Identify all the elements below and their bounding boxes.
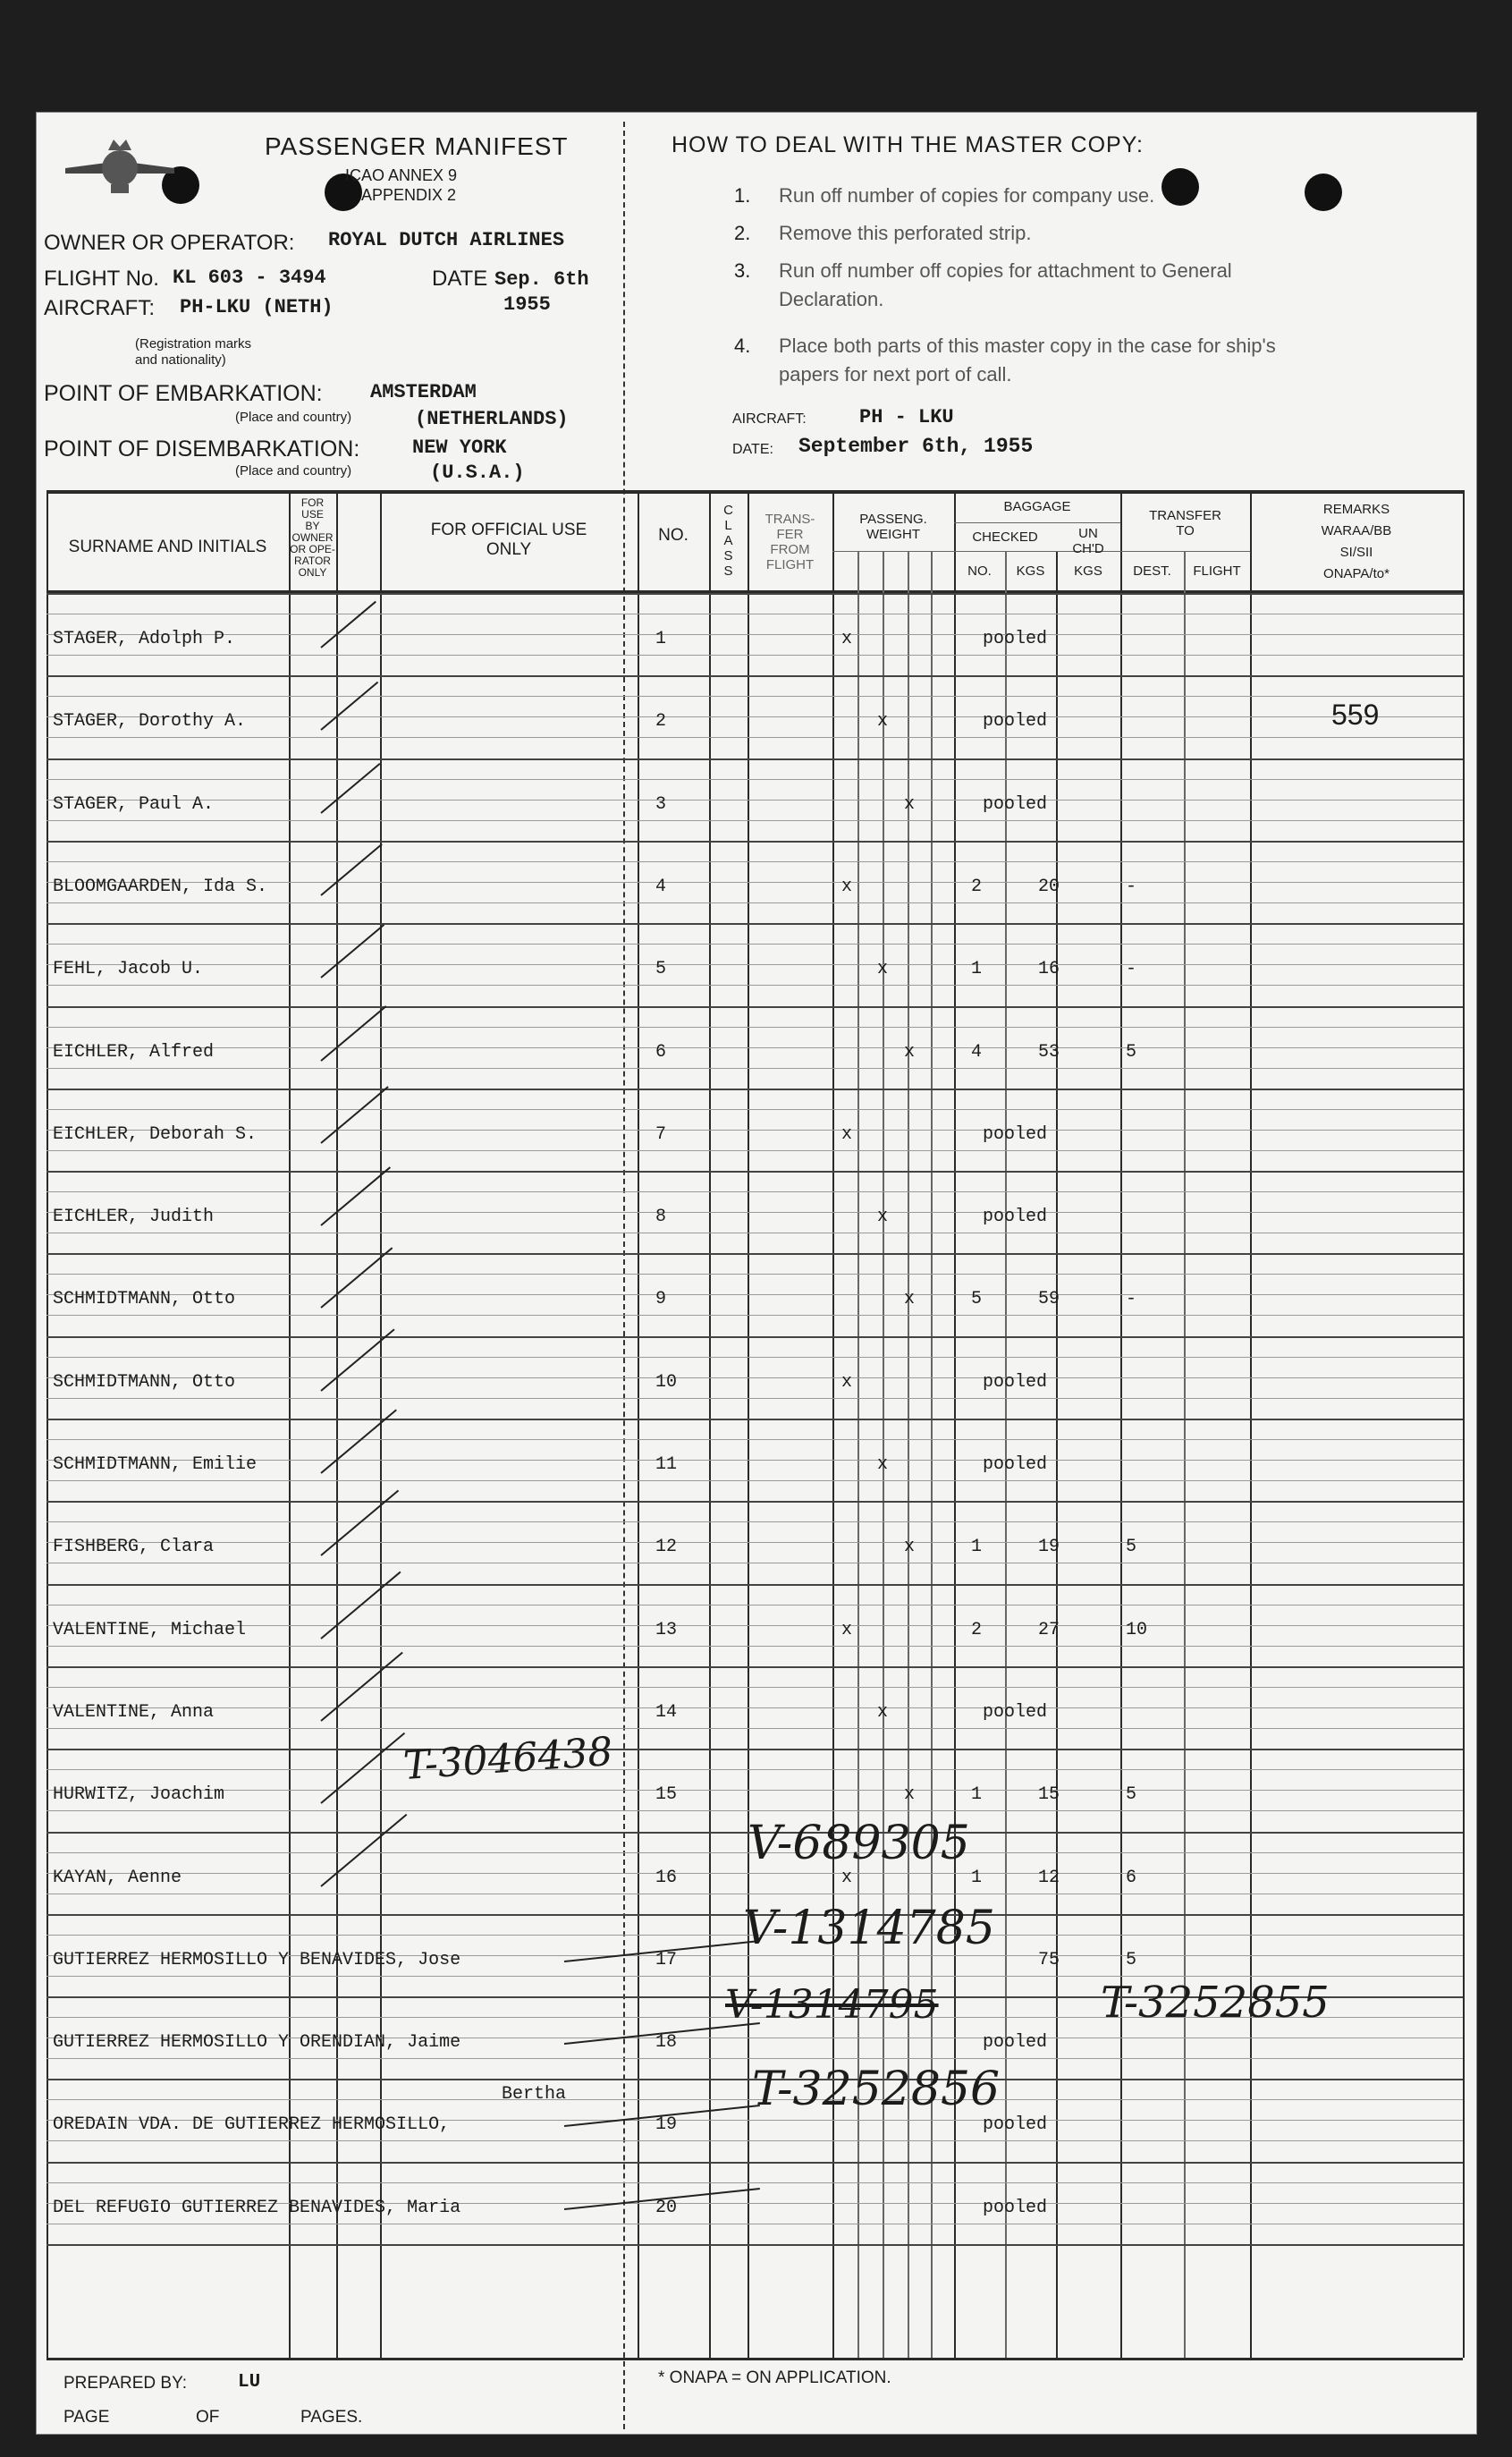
flight-label: FLIGHT No. xyxy=(44,267,159,291)
row-ruling xyxy=(46,861,1463,862)
date-label: DATE xyxy=(432,267,488,291)
passenger-number: 11 xyxy=(655,1454,678,1475)
passenger-name: FEHL, Jacob U. xyxy=(53,959,204,979)
passenger-number: 19 xyxy=(655,2114,678,2135)
instruction-num: 4. xyxy=(734,335,751,357)
punch-hole xyxy=(1161,168,1199,206)
date-value: Sep. 6th xyxy=(494,268,589,291)
row-separator xyxy=(46,675,1463,677)
date-year: 1955 xyxy=(503,293,551,316)
row-ruling xyxy=(46,1687,1463,1688)
manifest-title: PASSENGER MANIFEST xyxy=(265,132,569,160)
row-ruling xyxy=(46,1707,1463,1708)
weight-mark: x xyxy=(904,1784,916,1805)
passenger-number: 7 xyxy=(655,1124,667,1145)
registration-note: (Registration marks xyxy=(135,336,252,352)
passenger-number: 15 xyxy=(655,1784,678,1805)
prepared-value: LU xyxy=(238,2372,261,2393)
row-ruling xyxy=(46,1068,1463,1069)
row-separator xyxy=(46,1253,1463,1255)
row-ruling xyxy=(46,1728,1463,1729)
place-note: (Place and country) xyxy=(235,410,352,425)
baggage-kgs: 20 xyxy=(1038,877,1060,897)
row-ruling xyxy=(46,1027,1463,1028)
row-ruling xyxy=(46,1810,1463,1811)
unchecked-kgs: 5 xyxy=(1126,1950,1137,1970)
passenger-name: EICHLER, Judith xyxy=(53,1207,215,1227)
row-separator xyxy=(46,1419,1463,1420)
aircraft-value: PH-LKU (NETH) xyxy=(180,296,334,318)
row-ruling xyxy=(46,1625,1463,1626)
checkmark-icon xyxy=(320,1005,386,1062)
baggage-pooled: pooled xyxy=(983,1207,1048,1227)
date-label-2: DATE: xyxy=(732,442,773,457)
row-ruling xyxy=(46,1542,1463,1543)
baggage-kgs: 53 xyxy=(1038,1042,1060,1063)
weight-mark: x xyxy=(877,1702,889,1723)
remarks-number-19: T-3252855 xyxy=(1101,1978,1330,2028)
weight-mark: x xyxy=(877,1454,889,1475)
col-unchd: UN CH'D xyxy=(1072,526,1104,556)
icao-annex: ICAO ANNEX 9 xyxy=(345,166,458,184)
passenger-name: STAGER, Adolph P. xyxy=(53,629,236,649)
row-ruling xyxy=(46,820,1463,821)
page-label: PAGE xyxy=(63,2408,110,2427)
passenger-number: 14 xyxy=(655,1702,678,1723)
row-ruling xyxy=(46,1130,1463,1131)
baggage-pooled: pooled xyxy=(983,2114,1048,2135)
checkmark-icon xyxy=(320,1247,393,1308)
row-ruling xyxy=(46,902,1463,903)
row-ruling xyxy=(46,1357,1463,1358)
row-ruling xyxy=(46,985,1463,986)
weight-mark: x xyxy=(904,1537,916,1557)
row-separator xyxy=(46,1584,1463,1586)
checkmark-icon xyxy=(320,1814,407,1887)
weight-mark: x xyxy=(877,1207,889,1227)
col-passeng-weight: PASSENG. WEIGHT xyxy=(859,512,927,542)
weight-mark: x xyxy=(841,1372,853,1393)
passenger-name: GUTIERREZ HERMOSILLO Y ORENDIAN, Jaime xyxy=(53,2032,461,2053)
weight-mark: x xyxy=(904,794,916,815)
passenger-number: 12 xyxy=(655,1537,678,1557)
onapa-note: * ONAPA = ON APPLICATION. xyxy=(658,2368,891,2387)
pages-label: PAGES. xyxy=(300,2408,363,2427)
baggage-pooled: pooled xyxy=(983,794,1048,815)
flight-value: KL 603 - 3494 xyxy=(173,267,326,289)
row-separator xyxy=(46,923,1463,925)
row-ruling xyxy=(46,1646,1463,1647)
col-checked: CHECKED xyxy=(972,530,1038,545)
row-separator xyxy=(46,2244,1463,2246)
owner-value: ROYAL DUTCH AIRLINES xyxy=(328,229,565,251)
row-ruling xyxy=(46,1294,1463,1295)
baggage-count: 5 xyxy=(971,1289,983,1309)
row-ruling xyxy=(46,944,1463,945)
of-label: OF xyxy=(196,2408,220,2427)
baggage-count: 4 xyxy=(971,1042,983,1063)
instruction-text: papers for next port of call. xyxy=(779,363,1012,385)
baggage-pooled: pooled xyxy=(983,711,1048,732)
aircraft-label-2: AIRCRAFT: xyxy=(732,411,807,427)
baggage-kgs: 27 xyxy=(1038,1620,1060,1640)
row-ruling xyxy=(46,2140,1463,2141)
checkmark-icon xyxy=(320,763,380,814)
checkmark-icon xyxy=(320,1490,399,1556)
passenger-number: 3 xyxy=(655,794,667,815)
passenger-number: 20 xyxy=(655,2198,678,2218)
aircraft-label: AIRCRAFT: xyxy=(44,296,156,320)
embarkation-label: POINT OF EMBARKATION: xyxy=(44,381,323,406)
row-ruling xyxy=(46,1212,1463,1213)
unchecked-kgs: - xyxy=(1126,959,1137,979)
passenger-name: EICHLER, Alfred xyxy=(53,1042,215,1063)
instruction-num: 1. xyxy=(734,184,751,207)
row-ruling xyxy=(46,1460,1463,1461)
passenger-name: VALENTINE, Anna xyxy=(53,1702,215,1723)
klm-crown-logo-icon xyxy=(62,132,178,204)
row-ruling xyxy=(46,779,1463,780)
row-ruling xyxy=(46,964,1463,965)
unchecked-kgs: 5 xyxy=(1126,1042,1137,1063)
row-ruling xyxy=(46,655,1463,656)
weight-mark: x xyxy=(904,1042,916,1063)
checkmark-icon xyxy=(320,682,378,731)
official-number-17: V-689305 xyxy=(748,1817,970,1870)
passenger-number: 17 xyxy=(655,1950,678,1970)
col-dest: DEST. xyxy=(1133,563,1171,579)
baggage-kgs: 12 xyxy=(1038,1868,1060,1888)
row-ruling xyxy=(46,2182,1463,2183)
passenger-number: 2 xyxy=(655,711,667,732)
row-ruling xyxy=(46,800,1463,801)
passenger-number: 5 xyxy=(655,959,667,979)
passenger-number: 10 xyxy=(655,1372,678,1393)
row-ruling xyxy=(46,1605,1463,1606)
perforation-line xyxy=(623,122,625,2429)
row-ruling xyxy=(46,1191,1463,1192)
row-ruling xyxy=(46,737,1463,738)
row-ruling xyxy=(46,1109,1463,1110)
row-ruling xyxy=(46,1398,1463,1399)
row-separator xyxy=(46,1089,1463,1090)
unchecked-kgs: - xyxy=(1126,877,1137,897)
col-transfer-from: TRANS- FER FROM FLIGHT xyxy=(764,512,815,572)
row-ruling xyxy=(46,1790,1463,1791)
disembarkation-country: (U.S.A.) xyxy=(430,462,525,484)
passenger-number: 16 xyxy=(655,1868,678,1888)
baggage-count: 1 xyxy=(971,1784,983,1805)
baggage-pooled: pooled xyxy=(983,629,1048,649)
passenger-name: GUTIERREZ HERMOSILLO Y BENAVIDES, Jose xyxy=(53,1950,461,1970)
instruction-num: 2. xyxy=(734,222,751,244)
passenger-name-2: Bertha xyxy=(502,2084,567,2105)
unchecked-kgs: 5 xyxy=(1126,1537,1137,1557)
row-ruling xyxy=(46,1047,1463,1048)
passenger-name: KAYAN, Aenne xyxy=(53,1868,182,1888)
official-number-18: V-1314785 xyxy=(743,1902,995,1955)
passenger-name: STAGER, Paul A. xyxy=(53,794,215,815)
baggage-pooled: pooled xyxy=(983,1124,1048,1145)
instruction-text: Remove this perforated strip. xyxy=(779,222,1032,244)
passenger-name: BLOOMGAARDEN, Ida S. xyxy=(53,877,268,897)
prepared-label: PREPARED BY: xyxy=(63,2374,187,2393)
row-ruling xyxy=(46,696,1463,697)
punch-hole xyxy=(1305,174,1342,211)
baggage-count: 1 xyxy=(971,1537,983,1557)
baggage-kgs: 59 xyxy=(1038,1289,1060,1309)
col-surname: SURNAME AND INITIALS xyxy=(68,538,267,556)
instructions-title: HOW TO DEAL WITH THE MASTER COPY: xyxy=(672,132,1144,157)
row-separator xyxy=(46,2162,1463,2164)
registration-note-2: and nationality) xyxy=(135,352,226,368)
baggage-pooled: pooled xyxy=(983,2032,1048,2053)
instruction-text: Declaration. xyxy=(779,288,884,310)
aircraft-value-2: PH - LKU xyxy=(859,406,954,428)
checkmark-icon xyxy=(320,1733,405,1804)
disembarkation-value: NEW YORK xyxy=(412,436,507,459)
unchecked-kgs: 5 xyxy=(1126,1784,1137,1805)
passenger-number: 6 xyxy=(655,1042,667,1063)
row-ruling xyxy=(46,1873,1463,1874)
row-separator xyxy=(46,1006,1463,1008)
row-ruling xyxy=(46,2058,1463,2059)
baggage-count: 1 xyxy=(971,959,983,979)
passenger-number: 1 xyxy=(655,629,667,649)
row-ruling xyxy=(46,716,1463,717)
passenger-name: EICHLER, Deborah S. xyxy=(53,1124,258,1145)
date-value-2: September 6th, 1955 xyxy=(798,435,1034,458)
passenger-name: OREDAIN VDA. DE GUTIERREZ HERMOSILLO, xyxy=(53,2114,451,2135)
col-remarks: REMARKS WARAA/BB SI/SII ONAPA/to* xyxy=(1321,502,1392,581)
passenger-number: 9 xyxy=(655,1289,667,1309)
unchecked-kgs: 10 xyxy=(1126,1620,1148,1640)
col-class: C L A S S xyxy=(723,503,733,579)
row-separator xyxy=(46,1336,1463,1338)
row-separator xyxy=(46,1666,1463,1668)
checkmark-icon xyxy=(320,1086,388,1144)
manifest-sheet xyxy=(36,112,1477,2435)
row-separator xyxy=(46,841,1463,843)
passenger-number: 8 xyxy=(655,1207,667,1227)
passenger-number: 4 xyxy=(655,877,667,897)
checkmark-icon xyxy=(320,924,384,979)
instruction-text: Place both parts of this master copy in the case for ship's xyxy=(779,335,1276,357)
row-separator xyxy=(46,1749,1463,1750)
weight-mark: x xyxy=(841,1868,853,1888)
weight-mark: x xyxy=(841,877,853,897)
baggage-count: 2 xyxy=(971,877,983,897)
row-ruling xyxy=(46,1521,1463,1522)
place-note-2: (Place and country) xyxy=(235,463,352,479)
baggage-count: 2 xyxy=(971,1620,983,1640)
passenger-name: SCHMIDTMANN, Otto xyxy=(53,1372,236,1393)
passenger-name: SCHMIDTMANN, Otto xyxy=(53,1289,236,1309)
col-bag-no: NO. xyxy=(967,563,992,579)
col-official: FOR OFFICIAL USE ONLY xyxy=(430,521,587,559)
instruction-text: Run off number off copies for attachment to General xyxy=(779,259,1232,282)
embarkation-country: (NETHERLANDS) xyxy=(415,408,569,430)
unchecked-kgs: - xyxy=(1126,1289,1137,1309)
baggage-pooled: pooled xyxy=(983,1702,1048,1723)
row-ruling xyxy=(46,1769,1463,1770)
passenger-name: VALENTINE, Michael xyxy=(53,1620,247,1640)
official-number-19: V-1314795 xyxy=(725,1982,939,2028)
baggage-count: 1 xyxy=(971,1868,983,1888)
icao-appendix: APPENDIX 2 xyxy=(361,186,457,204)
baggage-pooled: pooled xyxy=(983,1372,1048,1393)
weight-mark: x xyxy=(841,629,853,649)
row-ruling xyxy=(46,1150,1463,1151)
baggage-kgs: 75 xyxy=(1038,1950,1060,1970)
embarkation-value: AMSTERDAM xyxy=(370,381,477,403)
passenger-name: FISHBERG, Clara xyxy=(53,1537,215,1557)
row-separator xyxy=(46,593,1463,595)
checkmark-icon xyxy=(320,1328,394,1391)
weight-mark: x xyxy=(904,1289,916,1309)
col-unchd-kgs: KGS xyxy=(1074,563,1102,579)
row-ruling xyxy=(46,1315,1463,1316)
weight-mark: x xyxy=(877,959,889,979)
table-bottom-border xyxy=(46,2358,1463,2360)
col-no: NO. xyxy=(658,526,688,545)
passenger-number: 18 xyxy=(655,2032,678,2053)
unchecked-kgs: 6 xyxy=(1126,1868,1137,1888)
row-ruling xyxy=(46,1377,1463,1378)
official-number-15: T-3046438 xyxy=(401,1728,615,1790)
col-flight: FLIGHT xyxy=(1193,563,1241,579)
row-ruling xyxy=(46,1976,1463,1977)
row-ruling xyxy=(46,1439,1463,1440)
row-ruling xyxy=(46,634,1463,635)
passenger-name: DEL REFUGIO GUTIERREZ BENAVIDES, Maria xyxy=(53,2198,461,2218)
row-separator xyxy=(46,758,1463,760)
col-transfer-to: TRANSFER TO xyxy=(1149,508,1221,538)
instruction-text: Run off number of copies for company use. xyxy=(779,184,1155,207)
baggage-pooled: pooled xyxy=(983,1454,1048,1475)
passenger-name: HURWITZ, Joachim xyxy=(53,1784,225,1805)
weight-mark: x xyxy=(841,1620,853,1640)
weight-mark: x xyxy=(841,1124,853,1145)
baggage-kgs: 16 xyxy=(1038,959,1060,979)
instruction-num: 3. xyxy=(734,259,751,282)
passenger-number: 13 xyxy=(655,1620,678,1640)
remarks-value: 559 xyxy=(1331,699,1380,731)
row-separator xyxy=(46,1501,1463,1503)
passenger-name: STAGER, Dorothy A. xyxy=(53,711,247,732)
col-baggage: BAGGAGE xyxy=(1003,499,1071,514)
disembarkation-label: POINT OF DISEMBARKATION: xyxy=(44,436,360,462)
baggage-pooled: pooled xyxy=(983,2198,1048,2218)
baggage-kgs: 19 xyxy=(1038,1537,1060,1557)
weight-mark: x xyxy=(877,711,889,732)
checkmark-icon xyxy=(320,843,382,896)
col-bag-kgs: KGS xyxy=(1016,563,1045,579)
passenger-name: SCHMIDTMANN, Emilie xyxy=(53,1454,258,1475)
owner-label: OWNER OR OPERATOR: xyxy=(44,231,295,255)
official-number-20: T-3252856 xyxy=(752,2063,1001,2116)
col-for-use: FOR USE BY OWNER OR OPE- RATOR ONLY xyxy=(290,496,335,579)
row-ruling xyxy=(46,1274,1463,1275)
row-separator xyxy=(46,1171,1463,1173)
row-ruling xyxy=(46,1480,1463,1481)
baggage-kgs: 15 xyxy=(1038,1784,1060,1805)
checkmark-icon xyxy=(320,601,376,648)
